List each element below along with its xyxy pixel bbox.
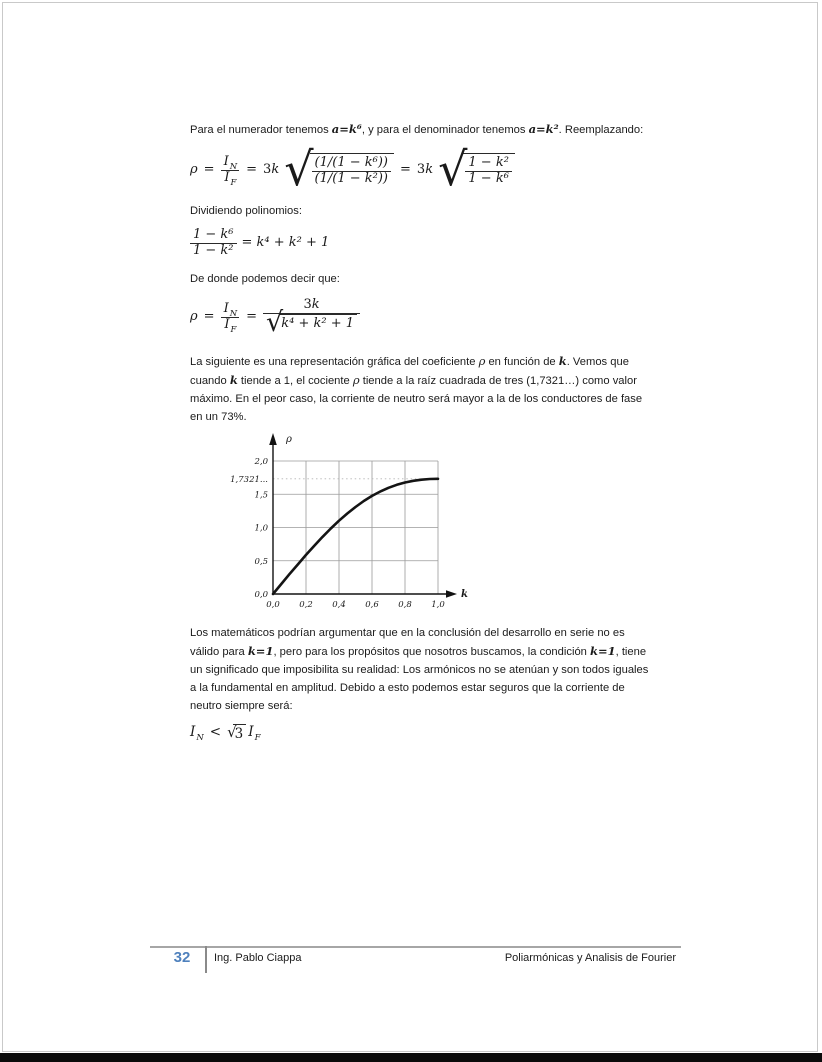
text-run: , y para el denominador tenemos bbox=[361, 124, 529, 136]
svg-text:0,6: 0,6 bbox=[365, 600, 379, 610]
text-run: ρ bbox=[352, 373, 360, 387]
text-run: La siguiente es una representación gráfica del coeficiente bbox=[190, 356, 479, 368]
radical-medium: √ k⁴ + k² + 1 bbox=[266, 314, 357, 332]
formula-rho-final: ρ = $\frac{I_N}{I_F}$ = 3k √ k⁴ + k² + 1 bbox=[190, 291, 653, 343]
paragraph-matematicos bbox=[190, 624, 653, 715]
radical-big: √ $\frac{\text{1 − k²}}{\text{1 − k⁶}}$ bbox=[438, 153, 515, 187]
math-3k: 3k bbox=[263, 161, 280, 177]
svg-text:1,5: 1,5 bbox=[254, 490, 268, 501]
math-in: $I_N$ bbox=[190, 724, 204, 744]
math-rho: ρ bbox=[190, 161, 198, 177]
footer-doc-title: Poliarmónicas y Analisis de Fourier bbox=[504, 952, 676, 964]
formula-in-less-sqrt3-if: $I_N$ < √ 3 $I_F$ bbox=[190, 722, 261, 744]
svg-text:2,0: 2,0 bbox=[254, 457, 268, 467]
text-run: ρ bbox=[478, 354, 486, 368]
text-run: , pero para los propósitos que nosotros buscamos, la condición bbox=[273, 646, 590, 658]
svg-text:k: k bbox=[461, 589, 468, 600]
label-dedonde: De donde podemos decir que: bbox=[190, 273, 340, 285]
text-run: k bbox=[558, 354, 567, 368]
screenshot-bottom-bar bbox=[0, 1053, 822, 1062]
text-run: a=k⁶ bbox=[331, 122, 362, 136]
paragraph-numerador bbox=[190, 120, 653, 139]
paragraph-representacion bbox=[190, 352, 653, 426]
svg-text:1,0: 1,0 bbox=[254, 523, 268, 534]
fraction-in-if: $\frac{I_N}{I_F}$ bbox=[221, 302, 241, 333]
text-run: k bbox=[229, 373, 238, 387]
svg-text:1,0: 1,0 bbox=[431, 600, 445, 610]
math-rho: ρ bbox=[190, 308, 198, 324]
label-dividiendo: Dividiendo polinomios: bbox=[190, 205, 302, 217]
footer-rule bbox=[150, 946, 681, 948]
footer-divider bbox=[205, 946, 207, 973]
text-run: . Vemos que cuando bbox=[190, 356, 629, 387]
svg-text:0,5: 0,5 bbox=[254, 556, 268, 567]
svg-text:1,7321...: 1,7321... bbox=[230, 474, 268, 485]
svg-text:ρ: ρ bbox=[286, 434, 292, 445]
formula-polynomial-division: $\frac{\text{1 − k⁶}}{\text{1 − k²}}$ = k⁴ + k² + 1 bbox=[190, 223, 653, 263]
radical-small: √ 3 bbox=[227, 724, 246, 743]
text-run: , tiene un significado que imposibilita su realidad: Los armónicos no se atenúan y son todos iguales a la fundamental en amplitud. Debido a esto podemos estar seguros que la corriente de neutro siempre será: bbox=[190, 646, 649, 712]
text-run: en función de bbox=[485, 356, 559, 368]
footer-page-number: 32 bbox=[173, 949, 191, 966]
footer-author: Ing. Pablo Ciappa bbox=[214, 952, 302, 964]
svg-text:0,8: 0,8 bbox=[398, 600, 412, 610]
page-content bbox=[190, 120, 653, 746]
text-run: k=1 bbox=[590, 644, 616, 658]
radical-big: √ $\frac{\text{(1/(1 − k⁶))}}{\text{(1/(1 − k²))}}$ bbox=[284, 153, 394, 187]
fraction-3k-sqrt: 3k √ k⁴ + k² + 1 bbox=[263, 298, 360, 336]
text-run: tiende a la raíz cuadrada de tres (1,7321…) como valor máximo. En el peor caso, la corriente de neutro será mayor a la de los conductores de fase en un 73%. bbox=[190, 375, 643, 423]
math-if: $I_F$ bbox=[248, 724, 261, 744]
fraction-in-if: $\frac{I_N}{I_F}$ bbox=[221, 155, 241, 186]
fraction-k6-k2: $\frac{\text{1 − k⁶}}{\text{1 − k²}}$ bbox=[190, 228, 237, 259]
svg-text:0,0: 0,0 bbox=[266, 600, 280, 610]
svg-text:0,4: 0,4 bbox=[332, 600, 346, 610]
math-3k: 3k bbox=[416, 161, 434, 177]
coefficient-chart bbox=[223, 429, 479, 621]
text-run: Para el numerador tenemos bbox=[190, 124, 332, 136]
text-run: tiende a 1, el cociente bbox=[237, 375, 353, 387]
text-run: . Reemplazando: bbox=[558, 124, 644, 136]
rho-vs-k-chart-svg bbox=[223, 429, 479, 621]
text-run: Los matemáticos podrían argumentar que en la conclusión del desarrollo en serie no es válido para bbox=[190, 627, 625, 658]
svg-text:0,2: 0,2 bbox=[299, 600, 313, 610]
text-run: k=1 bbox=[247, 644, 274, 658]
svg-text:0,0: 0,0 bbox=[254, 590, 268, 600]
text-run: a=k² bbox=[528, 122, 559, 136]
formula-rho-sqrt-ratio: ρ = $\frac{I_N}{I_F}$ = 3k √ $\frac{\text{(1/(1 − k⁶))}}{\text{(1/(1 − k²))}}$ = 3k √ $\frac{\text{1 − k²}}{\text{1 − k⁶}}$ bbox=[190, 142, 653, 198]
